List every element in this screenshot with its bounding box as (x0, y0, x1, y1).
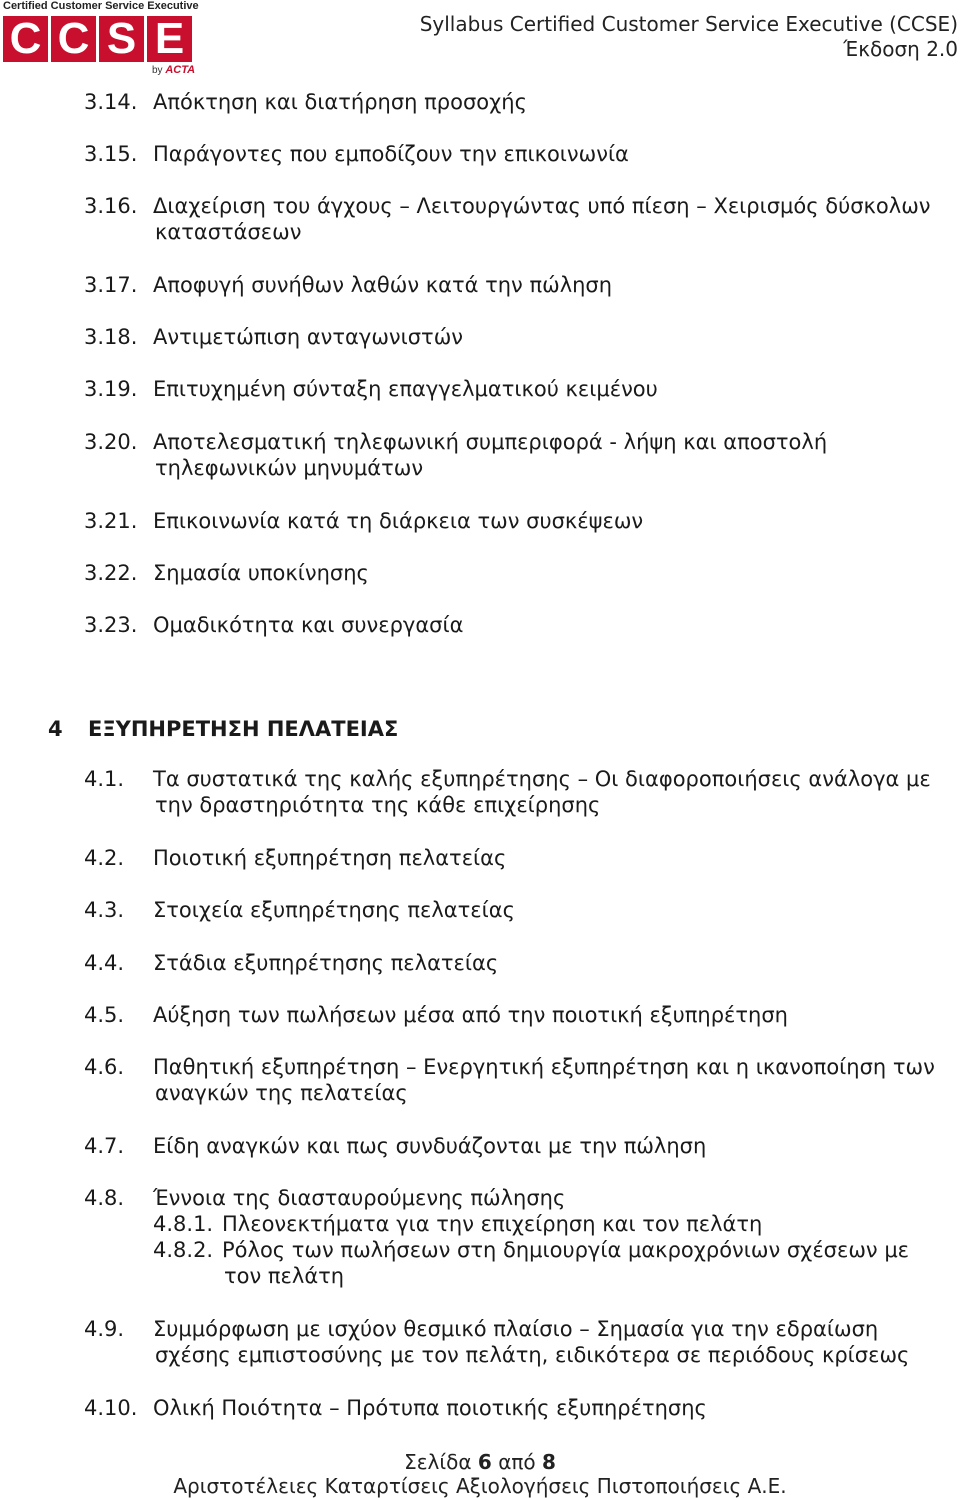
item-text: Ρόλος των πωλήσεων στη δημιουργία μακροχρόνιων σχέσεων με (222, 1238, 910, 1262)
page-total: 8 (542, 1450, 556, 1474)
item-text: αναγκών της πελατείας (155, 1081, 408, 1105)
item-text: σχέσης εμπιστοσύνης με τον πελάτη, ειδικότερα σε περιόδους κρίσεως (155, 1343, 910, 1367)
list-item (84, 272, 940, 298)
list-item (84, 1054, 940, 1106)
item-number: 4.7. (84, 1134, 125, 1158)
document-version: Έκδοση 2.0 (843, 37, 958, 61)
sub-list-item (153, 1237, 940, 1289)
list-item (84, 508, 940, 534)
item-text: Ολική Ποιότητα – Πρότυπα ποιοτικής εξυπηρέτησης (153, 1396, 707, 1420)
list-item (84, 560, 940, 586)
list-item (84, 897, 940, 923)
list-item (84, 1185, 940, 1211)
header-text (420, 12, 958, 62)
item-text: Στοιχεία εξυπηρέτησης πελατείας (153, 898, 515, 922)
item-text: τον πελάτη (224, 1264, 345, 1288)
item-number: 4.1. (84, 767, 125, 791)
item-text: Επιτυχημένη σύνταξη επαγγελματικού κειμένου (153, 377, 658, 401)
item-number: 4.4. (84, 951, 125, 975)
item-number: 3.16. (84, 194, 138, 218)
list-item (84, 612, 940, 638)
item-number: 3.17. (84, 273, 138, 297)
page-separator: από (498, 1450, 536, 1474)
list-item (84, 1316, 940, 1368)
list-item (84, 141, 940, 167)
logo-caption: Certified Customer Service Executive (3, 0, 199, 12)
logo-letter-e: E (147, 16, 192, 62)
item-text: Ομαδικότητα και συνεργασία (153, 613, 464, 637)
item-text: Αντιμετώπιση ανταγωνιστών (153, 325, 464, 349)
logo-letter-s: S (99, 16, 144, 62)
item-text: Πλεονεκτήματα για την επιχείρηση και τον πελάτη (222, 1212, 763, 1236)
company-name: Αριστοτέλειες Καταρτίσεις Αξιολογήσεις Πιστοποιήσεις Α.Ε. (173, 1474, 787, 1498)
item-number: 3.14. (84, 90, 138, 114)
page-footer (0, 1450, 960, 1498)
list-item (84, 89, 940, 115)
item-number: 3.20. (84, 430, 138, 454)
section-title: ΕΞΥΠΗΡΕΤΗΣΗ ΠΕΛΑΤΕΙΑΣ (88, 717, 399, 741)
item-number: 4.8.2. (153, 1238, 214, 1262)
item-text: Παράγοντες που εμποδίζουν την επικοινωνία (153, 142, 629, 166)
page-prefix: Σελίδα (404, 1450, 472, 1474)
logo-letter-c1: C (3, 16, 48, 62)
item-number: 4.3. (84, 898, 125, 922)
item-text: Συμμόρφωση με ισχύον θεσμικό πλαίσιο – Σημασία για την εδραίωση (153, 1317, 879, 1341)
item-number: 3.19. (84, 377, 138, 401)
item-number: 4.8. (84, 1186, 125, 1210)
item-number: 4.6. (84, 1055, 125, 1079)
item-number: 3.21. (84, 509, 138, 533)
item-number: 4.2. (84, 846, 125, 870)
page-header (0, 0, 960, 80)
list-item (84, 376, 940, 402)
document-title: Syllabus Certified Customer Service Executive (CCSE) (419, 12, 958, 36)
list-item (84, 845, 940, 871)
item-text: Είδη αναγκών και πως συνδυάζονται με την πώληση (153, 1134, 707, 1158)
item-text: Παθητική εξυπηρέτηση – Ενεργητική εξυπηρέτηση και η ικανοποίηση των (153, 1055, 935, 1079)
item-text: Σημασία υποκίνησης (153, 561, 369, 585)
item-text: Αύξηση των πωλήσεων μέσα από την ποιοτική εξυπηρέτηση (153, 1003, 788, 1027)
logo-brand: ACTA (165, 64, 196, 76)
item-number: 3.22. (84, 561, 138, 585)
item-text: Τα συστατικά της καλής εξυπηρέτησης – Οι διαφοροποιήσεις ανάλογα με (153, 767, 931, 791)
list-item (84, 429, 940, 481)
ccse-logo (3, 16, 195, 62)
logo-by-line (152, 64, 195, 76)
item-text: Απόκτηση και διατήρηση προσοχής (153, 90, 527, 114)
logo-by: by (152, 65, 163, 76)
list-item (84, 950, 940, 976)
item-text: Αποφυγή συνήθων λαθών κατά την πώληση (153, 273, 613, 297)
item-text: την δραστηριότητα της κάθε επιχείρησης (155, 793, 601, 817)
item-text: Έννοια της διασταυρούμενης πώλησης (153, 1186, 566, 1210)
item-text: Διαχείριση του άγχους – Λειτουργώντας υπό πίεση – Χειρισμός δύσκολων (153, 194, 931, 218)
item-text: Αποτελεσματική τηλεφωνική συμπεριφορά - λήψη και αποστολή (153, 430, 828, 454)
page-current: 6 (477, 1450, 492, 1474)
item-number: 4.8.1. (153, 1212, 214, 1236)
item-text: καταστάσεων (155, 220, 302, 244)
page-indicator (0, 1450, 960, 1474)
item-number: 4.10. (84, 1396, 138, 1420)
list-item (84, 1002, 940, 1028)
section-number: 4 (48, 717, 63, 741)
list-item (84, 1133, 940, 1159)
item-number: 3.18. (84, 325, 138, 349)
item-text: Στάδια εξυπηρέτησης πελατείας (153, 951, 499, 975)
list-item (84, 193, 940, 245)
list-item (84, 766, 940, 818)
item-text: Ποιοτική εξυπηρέτηση πελατείας (153, 846, 507, 870)
item-number: 4.9. (84, 1317, 125, 1341)
item-number: 3.23. (84, 613, 138, 637)
item-number: 3.15. (84, 142, 138, 166)
item-text: τηλεφωνικών μηνυμάτων (155, 456, 424, 480)
list-item (84, 1395, 940, 1421)
logo-letter-c2: C (51, 16, 96, 62)
sub-list-item (153, 1211, 940, 1237)
list-item (84, 324, 940, 350)
item-number: 4.5. (84, 1003, 125, 1027)
item-text: Επικοινωνία κατά τη διάρκεια των συσκέψεων (153, 509, 644, 533)
